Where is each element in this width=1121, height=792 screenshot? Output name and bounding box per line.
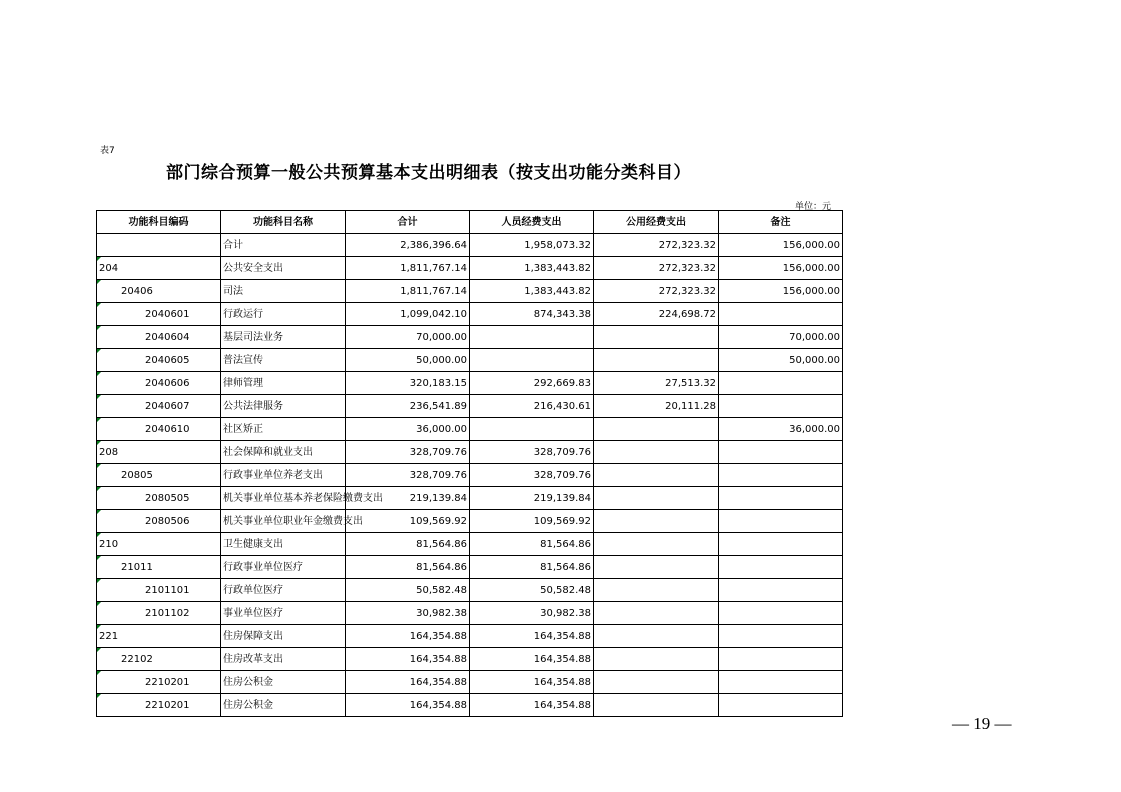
- cell-note: [719, 441, 843, 464]
- column-header-note: 备注: [719, 211, 843, 234]
- cell-personnel: 1,383,443.82: [470, 257, 594, 280]
- cell-code: [97, 326, 221, 349]
- cell-public: [594, 441, 719, 464]
- cell-public: [594, 579, 719, 602]
- table-row: [97, 280, 843, 303]
- cell-personnel: 328,709.76: [470, 464, 594, 487]
- cell-name: 普法宣传: [221, 349, 346, 372]
- cell-personnel: [470, 349, 594, 372]
- cell-public: 272,323.32: [594, 280, 719, 303]
- cell-code: [97, 648, 221, 671]
- cell-marker-icon: [97, 602, 101, 606]
- cell-code-text: 20805: [121, 469, 153, 481]
- cell-code-text: 2040606: [145, 377, 190, 389]
- cell-code-text: 208: [99, 446, 119, 458]
- table-row: [97, 303, 843, 326]
- table-row: [97, 234, 843, 257]
- cell-note: [719, 579, 843, 602]
- cell-total: 164,354.88: [346, 671, 470, 694]
- cell-marker-icon: [97, 418, 101, 422]
- cell-personnel: 164,354.88: [470, 648, 594, 671]
- cell-code: [97, 625, 221, 648]
- cell-total: 236,541.89: [346, 395, 470, 418]
- cell-public: 272,323.32: [594, 257, 719, 280]
- cell-marker-icon: [97, 257, 101, 261]
- cell-code-text: 2040601: [145, 308, 190, 320]
- cell-public: [594, 487, 719, 510]
- cell-code: [97, 694, 221, 717]
- cell-personnel: 1,383,443.82: [470, 280, 594, 303]
- table-row: [97, 372, 843, 395]
- cell-personnel: 164,354.88: [470, 625, 594, 648]
- table-row: [97, 602, 843, 625]
- cell-note: [719, 395, 843, 418]
- cell-name: 住房公积金: [221, 671, 346, 694]
- cell-name: 司法: [221, 280, 346, 303]
- cell-personnel: 1,958,073.32: [470, 234, 594, 257]
- table-row: [97, 487, 843, 510]
- cell-total: 320,183.15: [346, 372, 470, 395]
- cell-total: 1,811,767.14: [346, 257, 470, 280]
- cell-personnel: [470, 326, 594, 349]
- cell-code: [97, 280, 221, 303]
- cell-marker-icon: [97, 326, 101, 330]
- cell-public: 27,513.32: [594, 372, 719, 395]
- cell-marker-icon: [97, 648, 101, 652]
- column-header-personnel: 人员经费支出: [470, 211, 594, 234]
- cell-note: [719, 372, 843, 395]
- cell-marker-icon: [97, 441, 101, 445]
- cell-public: [594, 418, 719, 441]
- cell-personnel: 164,354.88: [470, 694, 594, 717]
- cell-code: [97, 487, 221, 510]
- cell-total: 1,099,042.10: [346, 303, 470, 326]
- page-title: 部门综合预算一般公共预算基本支出明细表（按支出功能分类科目）: [166, 163, 691, 183]
- cell-marker-icon: [97, 487, 101, 491]
- column-header-total: 合计: [346, 211, 470, 234]
- table-row: [97, 694, 843, 717]
- table-row: [97, 418, 843, 441]
- cell-personnel: 81,564.86: [470, 533, 594, 556]
- cell-public: [594, 602, 719, 625]
- cell-code-text: 2040604: [145, 331, 190, 343]
- cell-code: [97, 349, 221, 372]
- cell-marker-icon: [97, 464, 101, 468]
- cell-name: 社会保障和就业支出: [221, 441, 346, 464]
- cell-public: [594, 349, 719, 372]
- cell-total: 164,354.88: [346, 648, 470, 671]
- cell-note: [719, 625, 843, 648]
- column-header-name: 功能科目名称: [221, 211, 346, 234]
- cell-personnel: 164,354.88: [470, 671, 594, 694]
- table-row: [97, 556, 843, 579]
- table-row: [97, 625, 843, 648]
- cell-personnel: [470, 418, 594, 441]
- table-row: [97, 648, 843, 671]
- cell-name: 住房保障支出: [221, 625, 346, 648]
- cell-public: [594, 694, 719, 717]
- cell-marker-icon: [97, 395, 101, 399]
- cell-name: 合计: [221, 234, 346, 257]
- table-row: [97, 510, 843, 533]
- cell-name: 公共安全支出: [221, 257, 346, 280]
- cell-note: 70,000.00: [719, 326, 843, 349]
- cell-note: [719, 533, 843, 556]
- cell-code-text: 2210201: [145, 699, 190, 711]
- cell-note: 50,000.00: [719, 349, 843, 372]
- cell-total: 70,000.00: [346, 326, 470, 349]
- cell-personnel: 50,582.48: [470, 579, 594, 602]
- cell-name: 住房改革支出: [221, 648, 346, 671]
- cell-code-text: 22102: [121, 653, 153, 665]
- cell-marker-icon: [97, 556, 101, 560]
- cell-code: [97, 671, 221, 694]
- cell-code: [97, 372, 221, 395]
- cell-total: 1,811,767.14: [346, 280, 470, 303]
- cell-total: 328,709.76: [346, 464, 470, 487]
- cell-name: 律师管理: [221, 372, 346, 395]
- cell-name: 行政事业单位养老支出: [221, 464, 346, 487]
- cell-marker-icon: [97, 625, 101, 629]
- cell-code-text: 210: [99, 538, 119, 550]
- cell-name: 机关事业单位基本养老保险缴费支出: [221, 487, 346, 510]
- table-body: [97, 234, 843, 717]
- cell-code-text: 2040610: [145, 423, 190, 435]
- cell-name: 行政事业单位医疗: [221, 556, 346, 579]
- cell-code-text: 2080506: [145, 515, 190, 527]
- cell-code-text: 221: [99, 630, 119, 642]
- table-row: [97, 441, 843, 464]
- cell-total: 30,982.38: [346, 602, 470, 625]
- cell-public: [594, 326, 719, 349]
- table-row: [97, 671, 843, 694]
- cell-note: [719, 648, 843, 671]
- cell-name: 社区矫正: [221, 418, 346, 441]
- cell-personnel: 30,982.38: [470, 602, 594, 625]
- cell-note: [719, 303, 843, 326]
- cell-code: [97, 602, 221, 625]
- cell-code-text: 2040605: [145, 354, 190, 366]
- cell-marker-icon: [97, 280, 101, 284]
- cell-name: 事业单位医疗: [221, 602, 346, 625]
- column-header-public: 公用经费支出: [594, 211, 719, 234]
- cell-note: 156,000.00: [719, 280, 843, 303]
- cell-note: [719, 464, 843, 487]
- cell-personnel: 219,139.84: [470, 487, 594, 510]
- cell-total: 81,564.86: [346, 533, 470, 556]
- cell-code: [97, 441, 221, 464]
- table-row: [97, 326, 843, 349]
- cell-personnel: 328,709.76: [470, 441, 594, 464]
- cell-public: 20,111.28: [594, 395, 719, 418]
- cell-public: [594, 533, 719, 556]
- table-row: [97, 579, 843, 602]
- cell-note: [719, 556, 843, 579]
- cell-public: [594, 556, 719, 579]
- cell-code-text: 21011: [121, 561, 153, 573]
- budget-table: [96, 210, 843, 717]
- cell-marker-icon: [97, 510, 101, 514]
- cell-marker-icon: [97, 579, 101, 583]
- cell-marker-icon: [97, 372, 101, 376]
- table-row: [97, 464, 843, 487]
- cell-note: 156,000.00: [719, 234, 843, 257]
- cell-name: 基层司法业务: [221, 326, 346, 349]
- table-header: [97, 211, 843, 234]
- cell-code: [97, 464, 221, 487]
- table-tag: 表7: [100, 146, 115, 156]
- cell-name: 卫生健康支出: [221, 533, 346, 556]
- cell-total: 164,354.88: [346, 625, 470, 648]
- cell-personnel: 292,669.83: [470, 372, 594, 395]
- cell-name: 行政运行: [221, 303, 346, 326]
- cell-name: 住房公积金: [221, 694, 346, 717]
- cell-total: 50,000.00: [346, 349, 470, 372]
- table-row: [97, 257, 843, 280]
- cell-total: 219,139.84: [346, 487, 470, 510]
- page-number: — 19 —: [952, 714, 1012, 733]
- cell-name: 公共法律服务: [221, 395, 346, 418]
- cell-code: [97, 533, 221, 556]
- cell-code: [97, 510, 221, 533]
- cell-personnel: 109,569.92: [470, 510, 594, 533]
- cell-total: 50,582.48: [346, 579, 470, 602]
- cell-code-text: 204: [99, 262, 119, 274]
- cell-note: [719, 602, 843, 625]
- cell-marker-icon: [97, 303, 101, 307]
- cell-public: [594, 625, 719, 648]
- table-row: [97, 533, 843, 556]
- cell-total: 164,354.88: [346, 694, 470, 717]
- cell-code: [97, 234, 221, 257]
- cell-name: 机关事业单位职业年金缴费支出: [221, 510, 346, 533]
- cell-public: [594, 510, 719, 533]
- table-row: [97, 395, 843, 418]
- cell-code-text: 2101102: [145, 607, 190, 619]
- cell-note: [719, 694, 843, 717]
- cell-total: 81,564.86: [346, 556, 470, 579]
- unit-label: 单位：元: [795, 202, 832, 212]
- cell-code: [97, 257, 221, 280]
- cell-code: [97, 579, 221, 602]
- cell-public: [594, 671, 719, 694]
- cell-note: [719, 487, 843, 510]
- cell-code-text: 2101101: [145, 584, 190, 596]
- cell-code-text: 2040607: [145, 400, 190, 412]
- cell-name: 行政单位医疗: [221, 579, 346, 602]
- cell-marker-icon: [97, 349, 101, 353]
- cell-personnel: 81,564.86: [470, 556, 594, 579]
- cell-note: [719, 510, 843, 533]
- cell-code: [97, 303, 221, 326]
- cell-personnel: 874,343.38: [470, 303, 594, 326]
- cell-public: 272,323.32: [594, 234, 719, 257]
- cell-code: [97, 556, 221, 579]
- column-header-code: 功能科目编码: [97, 211, 221, 234]
- cell-total: 2,386,396.64: [346, 234, 470, 257]
- cell-total: 109,569.92: [346, 510, 470, 533]
- cell-note: 156,000.00: [719, 257, 843, 280]
- cell-total: 36,000.00: [346, 418, 470, 441]
- cell-public: [594, 648, 719, 671]
- table-row: [97, 349, 843, 372]
- cell-code-text: 20406: [121, 285, 153, 297]
- cell-public: [594, 464, 719, 487]
- cell-marker-icon: [97, 671, 101, 675]
- cell-marker-icon: [97, 694, 101, 698]
- cell-personnel: 216,430.61: [470, 395, 594, 418]
- cell-total: 328,709.76: [346, 441, 470, 464]
- cell-note: [719, 671, 843, 694]
- cell-code: [97, 418, 221, 441]
- cell-code: [97, 395, 221, 418]
- cell-public: 224,698.72: [594, 303, 719, 326]
- header-row: [97, 211, 843, 234]
- cell-code-text: 2210201: [145, 676, 190, 688]
- cell-marker-icon: [97, 533, 101, 537]
- cell-code-text: 2080505: [145, 492, 190, 504]
- cell-note: 36,000.00: [719, 418, 843, 441]
